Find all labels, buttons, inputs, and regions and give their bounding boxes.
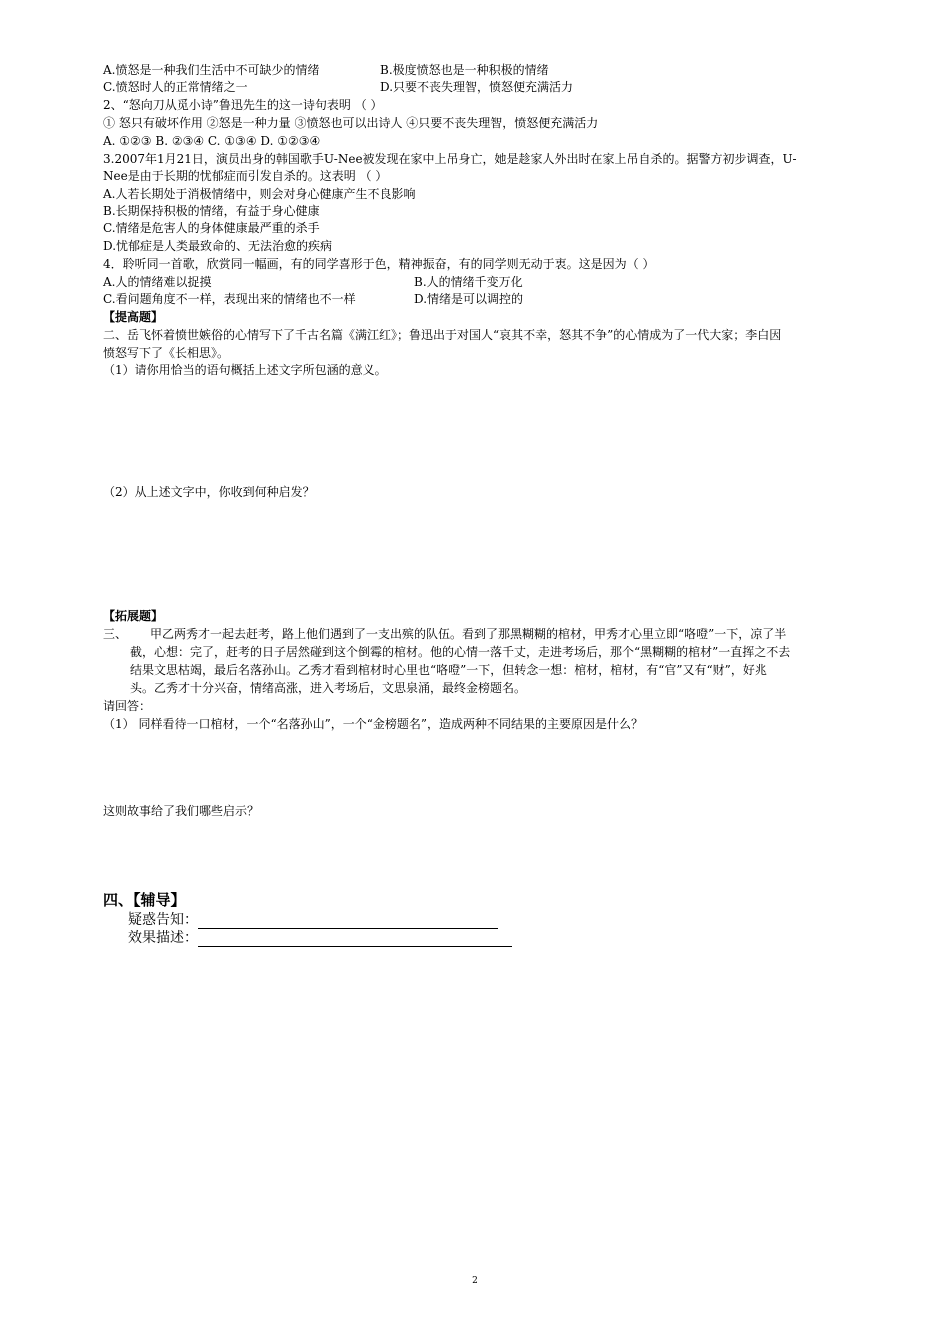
q2-options: A. ①②③ B. ②③④ C. ①③④ D. ①②③④ — [103, 134, 321, 148]
q1-option-b: B.极度愤怒也是一种积极的情绪 — [380, 63, 549, 77]
effect-field-row — [128, 927, 512, 947]
q3-option-c: C.情绪是危害人的身体健康最严重的杀手 — [103, 221, 320, 235]
tuozhan-ask: 请回答： — [103, 699, 152, 713]
doubt-field-row — [128, 909, 498, 929]
q3-stem-line2: Nee是由于长期的忧郁症而引发自杀的。这表明 （ ） — [103, 169, 388, 183]
tuozhan-sub-question-2: 这则故事给了我们哪些启示？ — [103, 804, 260, 818]
q1-option-a: A.愤怒是一种我们生活中不可缺少的情绪 — [103, 63, 320, 77]
tigao-text-line1: 二、岳飞怀着愤世嫉俗的心情写下了千古名篇《满江红》；鲁迅出于对国人“哀其不幸，怒其不争”的心情成为了一代大家；李白因 — [103, 328, 782, 342]
q3-option-a: A.人若长期处于消极情绪中，则会对身心健康产生不良影响 — [103, 187, 416, 201]
tuozhan-paragraph-line4: 头。乙秀才十分兴奋，情绪高涨，进入考场后，文思泉涌，最终金榜题名。 — [130, 681, 527, 695]
q1-option-d: D.只要不丧失理智，愤怒便充满活力 — [380, 80, 574, 94]
q2-stem: 2、“怒向刀从觅小诗”鲁迅先生的这一诗句表明 （ ） — [103, 98, 383, 112]
q3-option-d: D.忧郁症是人类最致命的、无法治愈的疾病 — [103, 239, 333, 253]
tigao-sub-question-1: （1）请你用恰当的语句概括上述文字所包涵的意义。 — [103, 363, 387, 377]
q3-stem-line1: 3.2007年1月21日，演员出身的韩国歌手U-Nee被发现在家中上吊身亡，她是趁家人外出时在家上吊自杀的。据警方初步调查，U- — [103, 152, 797, 166]
q4-option-d: D.情绪是可以调控的 — [414, 292, 524, 306]
q4-option-a: A.人的情绪难以捉摸 — [103, 275, 212, 289]
q3-option-b: B.长期保持积极的情绪，有益于身心健康 — [103, 204, 320, 218]
q2-items: ① 怒只有破坏作用 ②怒是一种力量 ③愤怒也可以出诗人 ④只要不丧失理智，愤怒便充满活力 — [103, 116, 599, 130]
q4-stem: 4．聆听同一首歌，欣赏同一幅画，有的同学喜形于色，精神振奋，有的同学则无动于衷。这是因为（ ） — [103, 257, 655, 271]
q1-option-c: C.愤怒时人的正常情绪之一 — [103, 80, 248, 94]
fudao-heading: 四、【辅导】 — [103, 891, 186, 909]
tuozhan-paragraph-line2: 截，心想：完了，赶考的日子居然碰到这个倒霉的棺材。他的心情一落千丈，走进考场后，那个“黑糊糊的棺材”一直挥之不去 — [130, 645, 791, 659]
tuozhan-label: 三、 — [103, 627, 128, 641]
effect-answer-line[interactable] — [198, 932, 512, 947]
tigao-sub-question-2: （2）从上述文字中，你收到何种启发？ — [103, 485, 315, 499]
tuozhan-paragraph-line3: 结果文思枯竭，最后名落孙山。乙秀才看到棺材时心里也“咯噔”一下，但转念一想：棺材，棺材，有“官”又有“财”，好兆 — [130, 663, 767, 677]
q4-option-c: C.看问题角度不一样，表现出来的情绪也不一样 — [103, 292, 356, 306]
tigao-text-line2: 愤怒写下了《长相思》。 — [103, 346, 230, 360]
tigao-heading: 【提高题】 — [103, 310, 164, 324]
tuozhan-paragraph-line1: 甲乙两秀才一起去赶考，路上他们遇到了一支出殡的队伍。看到了那黑糊糊的棺材，甲秀才心里立即“咯噔”一下，凉了半 — [150, 627, 787, 641]
tuozhan-heading: 【拓展题】 — [103, 609, 164, 623]
page-number: 2 — [472, 1276, 478, 1286]
effect-label: 效果描述： — [128, 930, 198, 946]
q4-option-b: B.人的情绪千变万化 — [414, 275, 523, 289]
tuozhan-sub-question-1: （1） 同样看待一口棺材，一个“名落孙山”，一个“金榜题名”，造成两种不同结果的主要原因是什么？ — [103, 717, 643, 731]
doubt-label: 疑惑告知： — [128, 912, 198, 928]
